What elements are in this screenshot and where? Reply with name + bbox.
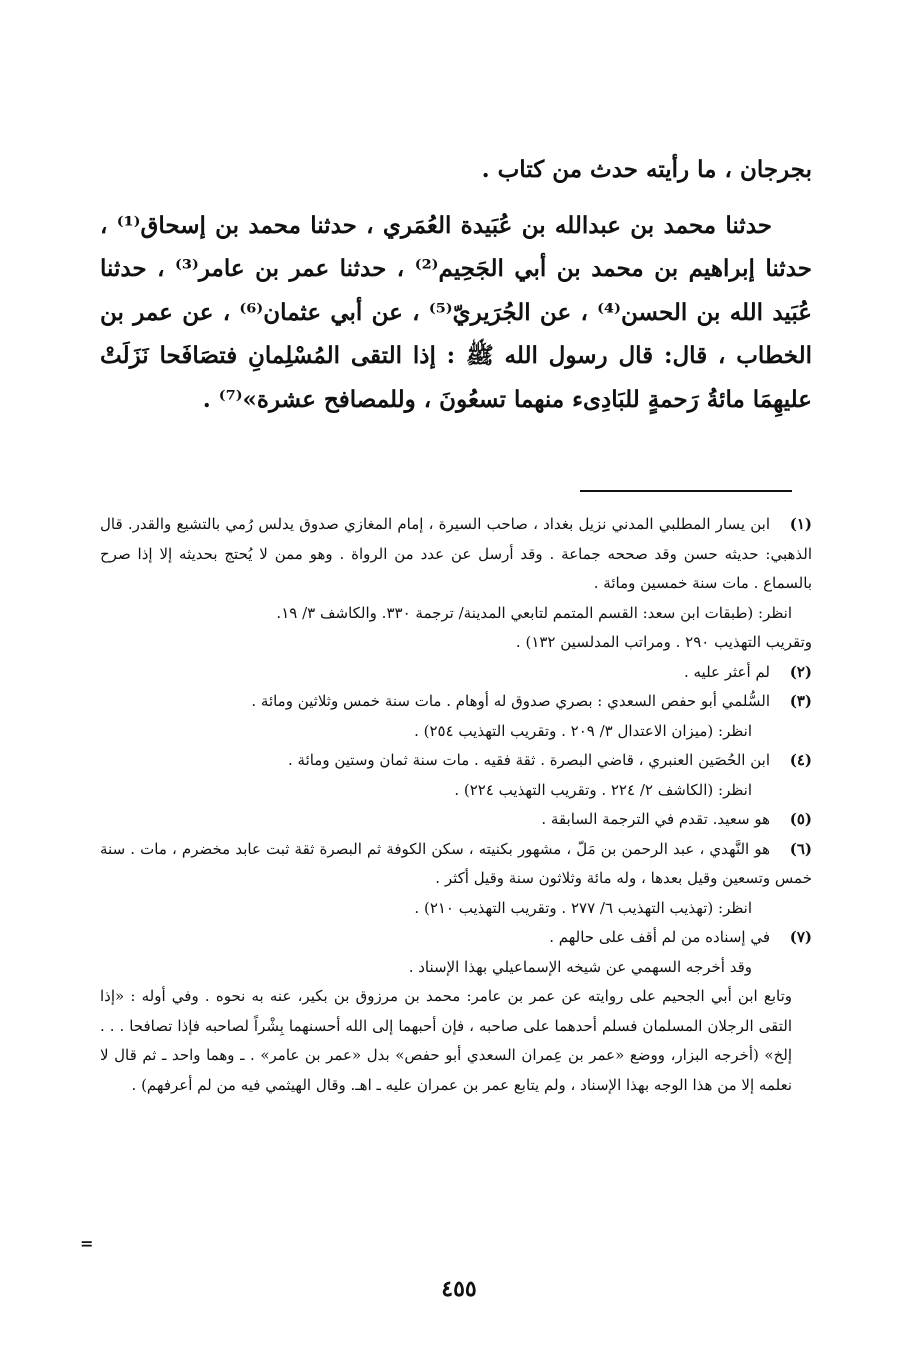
main-paragraph-2: حدثنا محمد بن عبدالله بن عُبَيدة العُمَري ، حدثنا محمد بن إسحاق⁽¹⁾ ، حدثنا إبراهيم بن محمد بن أبي الجَحِيم⁽²⁾ ، حدثنا عمر بن عامر⁽³⁾ ، حدثنا عُبَيد الله بن الحسن⁽⁴⁾ ، عن الجُرَيريّ⁽⁵⁾ ، عن أبي عثمان⁽⁶⁾ ، عن عمر بن الخطاب ، قال: قال رسول الله ﷺ : إذا التقى المُسْلِمانِ فتصَافَحا نَزَلَتْ عليهِمَا مائةُ رَحمةٍ للبَادِىء منهما تسعُونَ ، وللمصافح عشرة»⁽⁷⁾ . xyxy=(100,211,813,413)
footnote-line-2: وقد أخرجه السهمي عن شيخه الإسماعيلي بهذا الإسناد . xyxy=(408,957,752,976)
footnote-reference: انظر: (الكاشف ٢/ ٢٢٤ . وتقريب التهذيب ٢٢٤) . xyxy=(454,780,752,799)
footnote-1-text xyxy=(100,510,812,599)
footnote-3-text xyxy=(100,687,812,717)
main-text xyxy=(100,148,812,421)
footnote-reference: انظر: (طبقات ابن سعد: القسم المتمم لتابعي المدينة/ ترجمة ٣٣٠. والكاشف ٣/ ١٩. xyxy=(276,603,792,622)
footnote-body: السُّلمي أبو حفص السعدي : بصري صدوق له أوهام . مات سنة خمس وثلاثين ومائة . xyxy=(251,692,770,710)
footnote-body: هو النَّهدي ، عبد الرحمن بن مَلّ ، مشهور بكنيته ، سكن الكوفة ثم البصرة ثقة ثبت عابد مخضرم ، مات . سنة خمس وتسعين وقيل بعدها ، وله مائة وثلاثون سنة وقيل أكثر . xyxy=(100,839,812,887)
footnote-6-text xyxy=(100,835,812,894)
footnote-7-text xyxy=(100,923,812,953)
footnote-body: لم أعثر عليه . xyxy=(683,662,770,681)
footnote-3 xyxy=(100,687,812,746)
footnote-5 xyxy=(100,805,812,835)
footnote-number: (٢) xyxy=(789,662,812,681)
footnote-2 xyxy=(100,658,812,688)
footnote-body: ابن يسار المطلبي المدني نزيل بغداد ، صاحب السيرة ، إمام المغازي صدوق يدلس رُمي بالتشيع والقدر. قال الذهبي: حديثه حسن وقد صححه جماعة . وقد أرسل عن عدد من الرواة . وهو ممن لا يُحتج بحديثه إلا إذا صرح بالسماع . مات سنة خمسين ومائة . xyxy=(100,515,812,592)
footnote-number: (٧) xyxy=(789,928,812,946)
footnote-6 xyxy=(100,835,812,924)
margin-mark: = xyxy=(80,1234,94,1253)
footnote-reference: انظر: (ميزان الاعتدال ٣/ ٢٠٩ . وتقريب التهذيب ٢٥٤) . xyxy=(414,721,752,740)
footnote-body: هو سعيد. تقدم في الترجمة السابقة . xyxy=(541,810,770,828)
footnote-number: (٣) xyxy=(789,692,812,710)
footnote-5-text xyxy=(100,805,812,835)
footnote-2-text xyxy=(100,658,812,688)
main-paragraph-1: بجرجان ، ما رأيته حدث من كتاب . xyxy=(481,156,812,183)
page-number: ٤٥٥ xyxy=(441,1276,477,1302)
footnote-number: (١) xyxy=(789,515,812,533)
footnote-number: (٤) xyxy=(789,751,812,769)
footnote-number: (٥) xyxy=(789,810,812,828)
footnote-separator xyxy=(580,490,792,492)
footnote-body: ابن الحُصَين العنبري ، قاضي البصرة . ثقة فقيه . مات سنة ثمان وستين ومائة . xyxy=(287,751,770,769)
footnotes xyxy=(100,510,812,1100)
footnote-number: (٦) xyxy=(789,839,812,858)
footnote-body: في إسناده من لم أقف على حالهم . xyxy=(549,928,770,946)
footnote-reference: انظر: (تهذيب التهذيب ٦/ ٢٧٧ . وتقريب التهذيب ٢١٠) . xyxy=(414,898,752,917)
footnote-4 xyxy=(100,746,812,805)
footnote-reference-continued: وتقريب التهذيب ٢٩٠ . ومراتب المدلسين ١٣٢) . xyxy=(515,633,812,651)
footnote-1 xyxy=(100,510,812,658)
footnote-line-3: وتابع ابن أبي الجحيم على روايته عن عمر بن عامر: محمد بن مرزوق بن بكير، عنه به نحوه . وفي أوله : «إذا التقى الرجلان المسلمان فسلم أحدهما على صاحبه ، فإن أحبهما إلى الله أحسنهما بِشْراً لصاحبه فإذا تصافحا . . . إلخ» (أخرجه البزار، ووضع «عمر بن عِمران السعدي أبو حفص» بدل «عمر بن عامر» . ـ وهما واحد ـ ثم قال لا نعلمه إلا من هذا الوجه بهذا الإسناد ، ولم يتابع عمر بن عمران عليه ـ اهـ. وقال الهيثمي فيه من لم أعرفهم) . xyxy=(100,987,792,1094)
footnote-7 xyxy=(100,923,812,1100)
footnote-4-text xyxy=(100,746,812,776)
